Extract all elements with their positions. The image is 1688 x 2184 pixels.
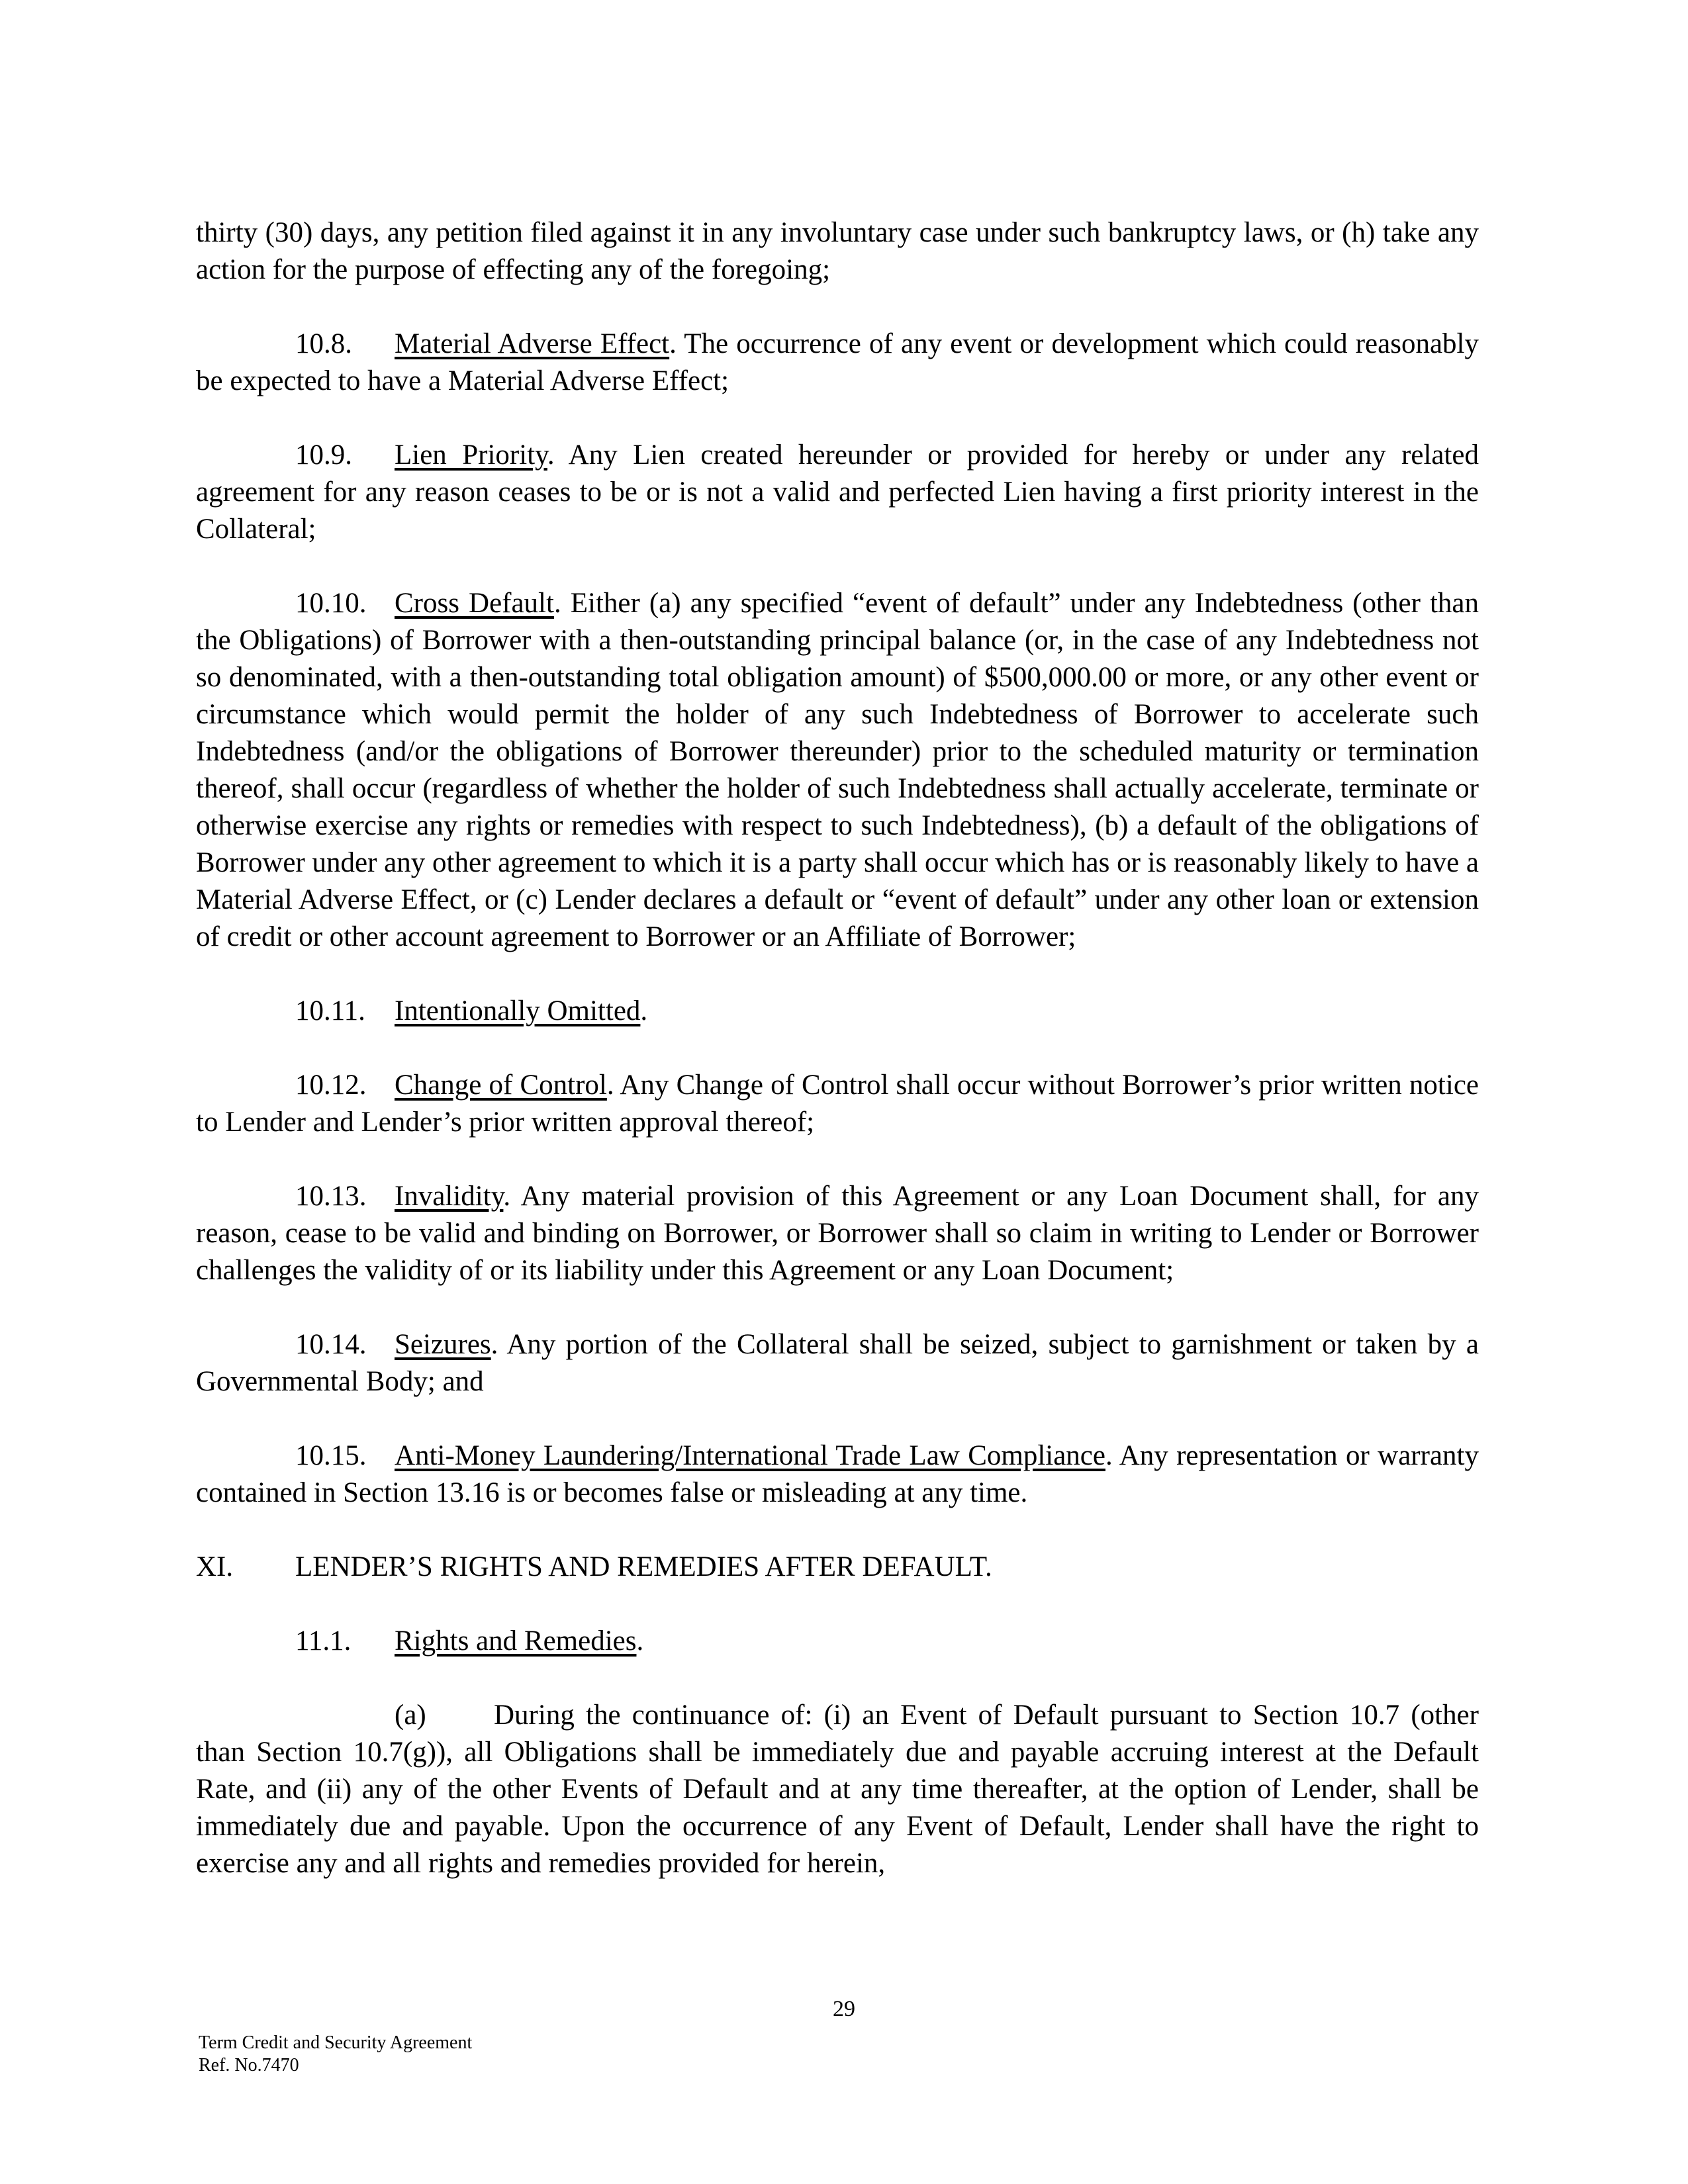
section-text: . Any material provision of this Agreement or any Loan Document shall, for any reason, cease to be valid and binding on Borrower, or Borrower shall so claim in writing to Lender or Borrower challenges the validity of or its liability under this Agreement or any Loan Document; — [196, 1181, 1479, 1286]
footer-doc-title: Term Credit and Security Agreement — [199, 2032, 473, 2053]
section-10-14 — [196, 1326, 1479, 1400]
section-number: 10.9. — [295, 439, 352, 471]
section-text: . — [636, 1625, 644, 1657]
section-title: Invalidity — [395, 1181, 504, 1212]
subsection-text: During the continuance of: (i) an Event of Default pursuant to Section 10.7 (other than Section 10.7(g)), all Obligations shall be immediately due and payable accruing interest at the Default Rate, and (ii) any of the other Events of Default and at any time thereafter, at the option of Lender, shall be immediately due and payable. Upon the occurrence of any Event of Default, Lender shall have the right to exercise any and all rights and remedies provided for herein, — [196, 1700, 1479, 1879]
page-number: 29 — [833, 1997, 855, 2021]
section-text: . Any Change of Control shall occur without Borrower’s prior written notice to Lender and Lender’s prior written approval thereof; — [196, 1069, 1479, 1138]
section-number: 10.10. — [295, 588, 367, 619]
section-text: . Either (a) any specified “event of default” under any Indebtedness (other than the Obligations) of Borrower with a then-outstanding principal balance (or, in the case of any Indebtedness not so denominated, with a then-outstanding total obligation amount) of $500,000.00 or more, or any other event or circumstance which would permit the holder of any such Indebtedness of Borrower to accelerate such Indebtedness (and/or the obligations of Borrower thereunder) prior to the scheduled maturity or termination thereof, shall occur (regardless of whether the holder of such Indebtedness shall actually accelerate, terminate or otherwise exercise any rights or remedies with respect to such Indebtedness), (b) a default of the obligations of Borrower under any other agreement to which it is a party shall occur which has or is reasonably likely to have a Material Adverse Effect, or (c) Lender declares a default or “event of default” under any other loan or extension of credit or other account agreement to Borrower or an Affiliate of Borrower; — [196, 588, 1479, 952]
article-number: XI. — [196, 1551, 234, 1582]
section-title: Lien Priority — [395, 439, 547, 471]
section-10-13 — [196, 1178, 1479, 1289]
footer-ref-number: Ref. No.7470 — [199, 2055, 299, 2075]
section-title: Cross Default — [395, 588, 554, 619]
section-title: Intentionally Omitted — [395, 995, 641, 1026]
section-10-8 — [196, 326, 1479, 400]
section-text: . Any Lien created hereunder or provided for hereby or under any related agreement for any reason ceases to be or is not a valid and perfected Lien having a first priority interest in the Collateral; — [196, 439, 1479, 545]
section-number: 10.11. — [295, 995, 365, 1026]
section-number: 11.1. — [295, 1625, 352, 1657]
subsection-number: (a) — [395, 1700, 426, 1731]
section-number: 10.13. — [295, 1181, 367, 1212]
section-10-9 — [196, 437, 1479, 548]
document-body — [196, 214, 1479, 1919]
section-text: . Any representation or warranty contained in Section 13.16 is or becomes false or misleading at any time. — [196, 1440, 1479, 1508]
section-number: 10.14. — [295, 1329, 367, 1360]
section-number: 10.8. — [295, 328, 352, 359]
paragraph-continuation: thirty (30) days, any petition filed against it in any involuntary case under such bankruptcy laws, or (h) take any action for the purpose of effecting any of the foregoing; — [196, 217, 1479, 285]
section-title: Anti-Money Laundering/International Trade Law Compliance — [395, 1440, 1105, 1471]
section-text: . The occurrence of any event or development which could reasonably be expected to have a Material Adverse Effect; — [196, 328, 1479, 396]
section-10-12 — [196, 1067, 1479, 1141]
section-title: Change of Control — [395, 1069, 607, 1101]
subsection-11-1-a — [196, 1697, 1479, 1882]
section-title: Material Adverse Effect — [395, 328, 670, 359]
section-10-15 — [196, 1437, 1479, 1512]
section-number: 10.12. — [295, 1069, 367, 1101]
section-text: . Any portion of the Collateral shall be seized, subject to garnishment or taken by a Governmental Body; and — [196, 1329, 1479, 1397]
section-number: 10.15. — [295, 1440, 367, 1471]
section-text: . — [640, 995, 648, 1026]
article-title: LENDER’S RIGHTS AND REMEDIES AFTER DEFAULT. — [295, 1551, 992, 1582]
section-11-1 — [196, 1623, 1479, 1660]
section-10-10 — [196, 585, 1479, 956]
section-10-11 — [196, 993, 1479, 1030]
article-11-heading — [196, 1549, 1479, 1586]
section-title: Rights and Remedies — [395, 1625, 637, 1657]
footer-reference — [199, 2032, 472, 2077]
section-title: Seizures — [395, 1329, 491, 1360]
